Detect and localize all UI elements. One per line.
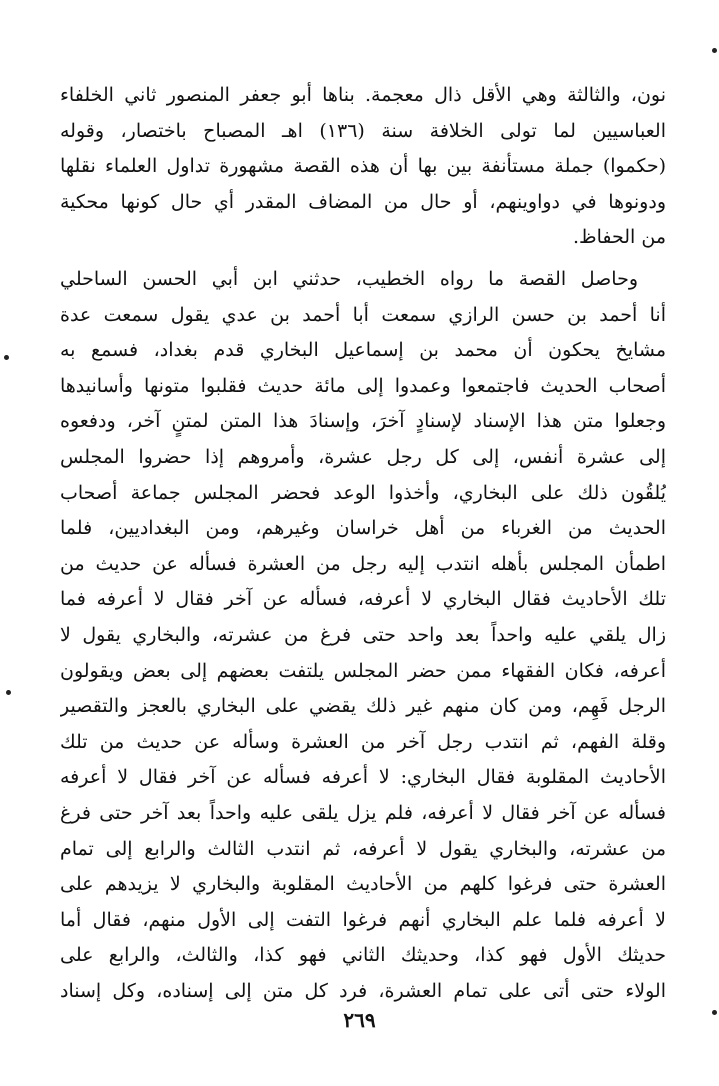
margin-dot [712, 1010, 717, 1015]
text-line: العشرة حتى فرغوا كلهم من الأحاديث المقلوبة والبخاري لا يزيدهم على [60, 873, 666, 896]
text-line: وحاصل القصة ما رواه الخطيب، حدثني ابن أبي الحسن الساحلي [60, 268, 638, 290]
text-line: وقلة الفهم، ثم انتدب رجل آخر من العشرة وسأله عن حديث من تلك [60, 730, 666, 753]
text-line: حديثك الأول فهو كذا، وحديثك الثاني فهو كذا، والثالث، والرابع على [60, 944, 666, 967]
text-line: مشايخ يحكون أن محمد بن إسماعيل البخاري قدم بغداد، فسمع به [60, 339, 666, 362]
text-line: أعرفه، فكان الفقهاء ممن حضر المجلس يلتفت بعضهم إلى بعض ويقولون [60, 659, 666, 682]
paragraph-commentary [60, 78, 666, 256]
text-line: من الحفاظ. [572, 226, 666, 249]
text-line: من عشرته، والبخاري يقول لا أعرفه، ثم انتدب الثالث والرابع إلى تمام [60, 837, 666, 860]
text-line: يُلقُون ذلك على البخاري، وأخذوا الوعد فحضر المجلس جماعة أصحاب [60, 481, 666, 504]
paragraph-story [60, 262, 666, 1009]
text-line: نون، والثالثة وهي الأقل ذال معجمة. بناها أبو جعفر المنصور ثاني الخلفاء [60, 84, 666, 106]
text-line: أنا أحمد بن حسن الرازي سمعت أبا أحمد بن عدي يقول سمعت عدة [60, 303, 666, 326]
text-line: اطمأن المجلس بأهله انتدب إليه رجل من العشرة فسأله عن حديث من [60, 552, 666, 575]
text-line: الرجل فَهِم، ومن كان منهم غير ذلك يقضي على البخاري بالعجز والتقصير [60, 695, 666, 718]
margin-dot [4, 355, 9, 360]
text-line: ودونوها في دواوينهم، أو حال من المضاف المقدر أي حال كونها محكية [60, 190, 666, 213]
page-number: ٢٦٩ [343, 1008, 376, 1032]
margin-dot [6, 690, 11, 695]
text-line: الأحاديث المقلوبة فقال البخاري: لا أعرفه فسأله عن آخر فقال لا أعرفه [60, 766, 666, 789]
text-line: الولاء حتى أتى على تمام العشرة، فرد كل متن إلى إسناده، وكل إسناد [60, 979, 666, 1002]
text-line: لا أعرفه فلما علم البخاري أنهم فرغوا التفت إلى الأول منهم، فقال أما [60, 908, 666, 931]
text-line: أصحاب الحديث فاجتمعوا وعمدوا إلى مائة حديث فقلبوا متونها وأسانيدها [60, 374, 666, 397]
text-line: تلك الأحاديث فقال البخاري لا أعرفه، فسأله عن آخر فقال لا أعرفه فما [60, 588, 666, 611]
margin-dot [712, 48, 717, 53]
text-line: العباسيين لما تولى الخلافة سنة (١٣٦) اهـ المصباح باختصار، وقوله [60, 119, 666, 142]
text-line: فسأله عن آخر فقال لا أعرفه، فلم يزل يلقى عليه واحداً بعد آخر حتى فرغ [60, 801, 666, 824]
text-line: (حكموا) جملة مستأنفة بين بها أن هذه القصة مشهورة تداول العلماء نقلها [60, 155, 666, 178]
text-line: إلى عشرة أنفس، إلى كل رجل عشرة، وأمروهم إذا حضروا المجلس [60, 445, 666, 468]
text-line: الحديث من الغرباء من أهل خراسان وغيرهم، ومن البغداديين، فلما [60, 517, 666, 540]
text-line: زال يلقي عليه واحداً بعد واحد حتى فرغ من عشرته، والبخاري يقول لا [60, 623, 666, 646]
text-line: وجعلوا متن هذا الإسناد لإسنادٍ آخرَ، وإسنادَ هذا المتن لمتنٍ آخر، ودفعوه [60, 410, 666, 433]
